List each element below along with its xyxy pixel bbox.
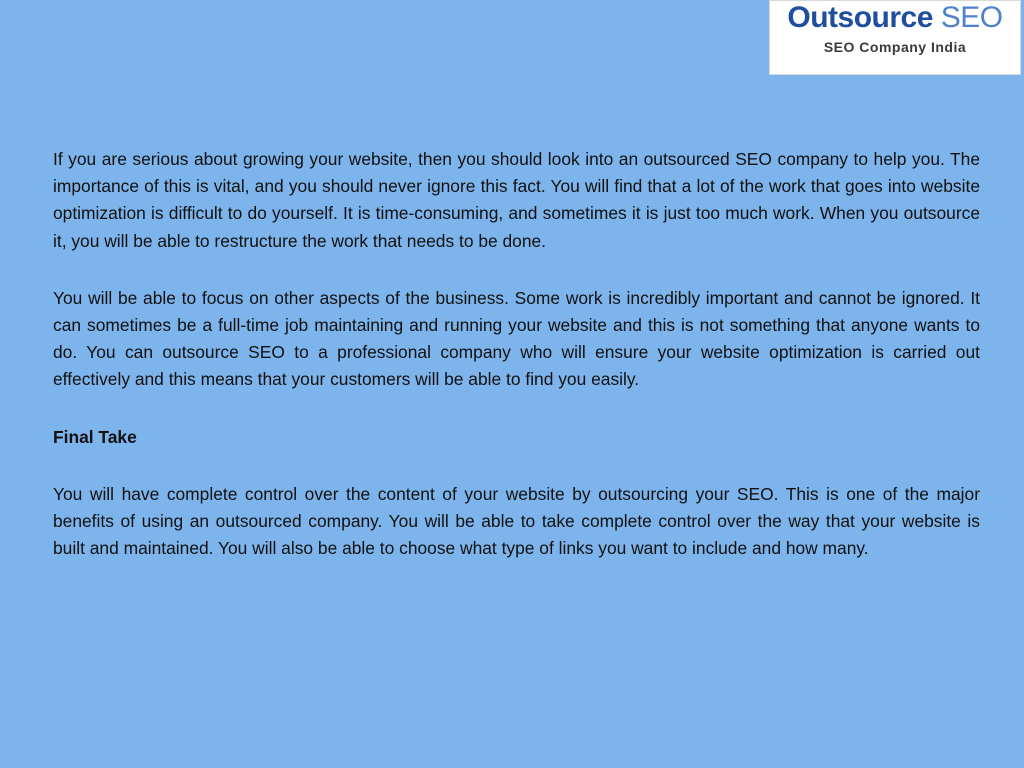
paragraph-final-take: You will have complete control over the content of your website by outsourcing your SEO. This is one of the major benefits of using an outsourced company. You will be able to take complete control over the way that your website is built and maintained. You will also be able to choose what type of links you want to include and how many. <box>53 483 980 559</box>
logo-word-outsource: Outsource <box>787 1 933 34</box>
section-heading: Final Take <box>53 426 137 447</box>
company-logo <box>769 0 1021 75</box>
paragraph-intro: If you are serious about growing your website, then you should look into an outsourced SEO company to help you. The importance of this is vital, and you should never ignore this fact. You will find that a lot of the work that goes into website optimization is difficult to do yourself. It is time-consuming, and sometimes it is just too much work. When you outsource it, you will be able to restructure the work that needs to be done. <box>53 149 980 251</box>
logo-word-seo: SEO <box>940 1 1003 34</box>
slide-body <box>53 146 980 592</box>
logo-wordmark <box>770 1 1020 35</box>
logo-tagline: SEO Company India <box>823 39 967 55</box>
paragraph-focus: You will be able to focus on other aspects of the business. Some work is incredibly important and cannot be ignored. It can sometimes be a full-time job maintaining and running your website and this is not something that anyone wants to do. You can outsource SEO to a professional company who will ensure your website optimization is carried out effectively and this means that your customers will be able to find you easily. <box>53 287 980 390</box>
